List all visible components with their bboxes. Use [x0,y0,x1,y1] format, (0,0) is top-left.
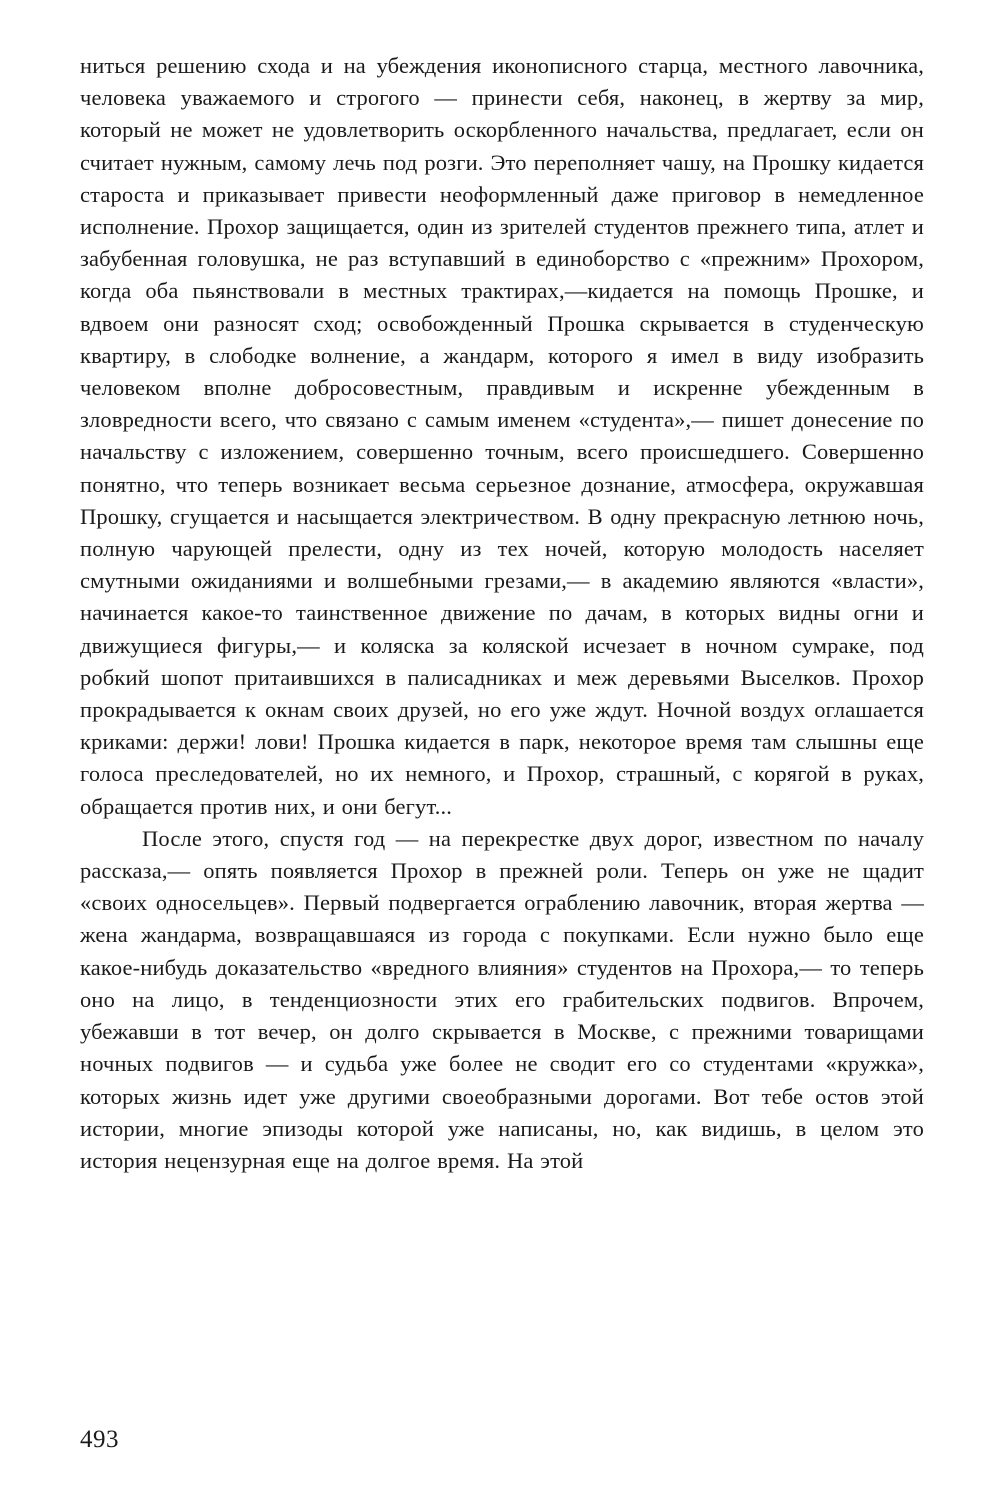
paragraph-1: ниться решению схода и на убеждения иконописного старца, местного лавочника, человека уважаемого и строгого — принести себя, наконец, в жертву за мир, который не может не удовлетворить оскорбленного начальства, предлагает, если он считает нужным, самому лечь под розги. Это переполняет чашу, на Прошку кидается староста и приказывает привести неоформленный даже приговор в немедленное исполнение. Прохор защищается, один из зрителей студентов прежнего типа, атлет и забубенная головушка, не раз вступавший в единоборство с «прежним» Прохором, когда оба пьянствовали в местных трактирах,—кидается на помощь Прошке, и вдвоем они разносят сход; освобожденный Прошка скрывается в студенческую квартиру, в слободке волнение, а жандарм, которого я имел в виду изобразить человеком вполне добросовестным, правдивым и искренне убежденным в зловредности всего, что связано с самым именем «студента»,— пишет донесение по начальству с изложением, совершенно точным, всего происшедшего. Совершенно понятно, что теперь возникает весьма серьезное дознание, атмосфера, окружавшая Прошку, сгущается и насыщается электричеством. В одну прекрасную летнюю ночь, полную чарующей прелести, одну из тех ночей, которую молодость населяет смутными ожиданиями и волшебными грезами,— в академию являются «власти», начинается какое-то таинственное движение по дачам, в которых видны огни и движущиеся фигуры,— и коляска за коляской исчезает в ночном сумраке, под робкий шопот притаившихся в палисадниках и меж деревьями Выселков. Прохор прокрадывается к окнам своих друзей, но его уже ждут. Ночной воздух оглашается криками: держи! лови! Прошка кидается в парк, некоторое время там слышны еще голоса преследователей, но их немного, и Прохор, страшный, с корягой в руках, обращается против них, и они бегут... [80,53,924,819]
page-body [80,50,924,1177]
page-number: 493 [80,1426,119,1453]
paragraph-2: После этого, спустя год — на перекрестке двух дорог, известном по началу рассказа,— опять появляется Прохор в прежней роли. Теперь он уже не щадит «своих односельцев». Первый подвергается ограблению лавочник, вторая жертва — жена жандарма, возвращавшаяся из города с покупками. Если нужно было еще какое-нибудь доказательство «вредного влияния» студентов на Прохора,— то теперь оно на лицо, в тенденциозности этих его грабительских подвигов. Впрочем, убежавши в тот вечер, он долго скрывается в Москве, с прежними товарищами ночных подвигов — и судьба уже более не сводит его со студентами «кружка», которых жизнь идет уже другими своеобразными дорогами. Вот тебе остов этой истории, многие эпизоды которой уже написаны, но, как видишь, в целом это история нецензурная еще на долгое время. На этой [80,825,924,1173]
